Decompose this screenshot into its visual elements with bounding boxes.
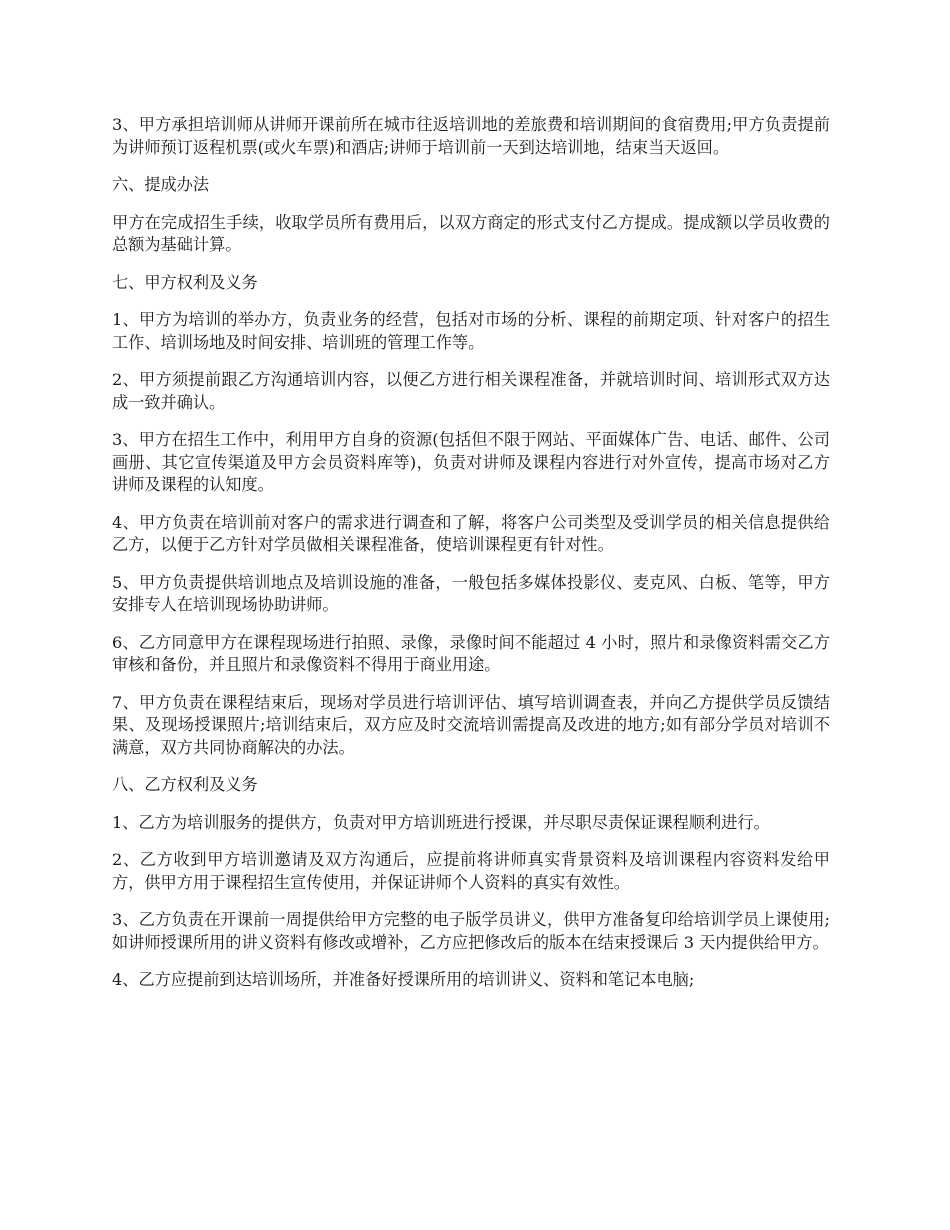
paragraph-party-b-4: 4、乙方应提前到达培训场所，并准备好授课所用的培训讲义、资料和笔记本电脑; — [112, 970, 695, 989]
paragraph-party-b-3: 3、乙方负责在开课前一周提供给甲方完整的电子版学员讲义，供甲方准备复印给培训学员上课使用;如讲师授课所用的讲义资料有修改或增补，乙方应把修改后的版本在结束授课后 3 天内提供给甲方。 — [112, 910, 830, 952]
paragraph-party-a-3: 3、甲方在招生工作中，利用甲方自身的资源(包括但不限于网站、平面媒体广告、电话、邮件、公司画册、其它宣传渠道及甲方会员资料库等)，负责对讲师及课程内容进行对外宣传，提高市场对乙方讲师及课程的认知度。 — [112, 430, 830, 494]
paragraph-party-b-2: 2、乙方收到甲方培训邀请及双方沟通后，应提前将讲师真实背景资料及培训课程内容资料发给甲方，供甲方用于课程招生宣传使用，并保证讲师个人资料的真实有效性。 — [112, 850, 830, 892]
paragraph-commission: 甲方在完成招生手续，收取学员所有费用后，以双方商定的形式支付乙方提成。提成额以学员收费的总额为基础计算。 — [112, 212, 830, 254]
paragraph-party-a-1: 1、甲方为培训的举办方，负责业务的经营，包括对市场的分析、课程的前期定项、针对客户的招生工作、培训场地及时间安排、培训班的管理工作等。 — [112, 310, 830, 352]
section-heading-party-a-rights: 七、甲方权利及义务 — [112, 272, 258, 292]
paragraph-party-a-7: 7、甲方负责在课程结束后，现场对学员进行培训评估、填写培训调查表，并向乙方提供学员反馈结果、及现场授课照片;培训结束后，双方应及时交流培训需提高及改进的地方;如有部分学员对培训不满意，双方共同协商解决的办法。 — [112, 692, 830, 757]
paragraph-party-b-1: 1、乙方为培训服务的提供方，负责对甲方培训班进行授课，并尽职尽责保证课程顺利进行。 — [112, 812, 770, 832]
paragraph-party-a-2: 2、甲方须提前跟乙方沟通培训内容，以便乙方进行相关课程准备，并就培训时间、培训形式双方达成一致并确认。 — [112, 370, 830, 412]
paragraph-party-a-4: 4、甲方负责在培训前对客户的需求进行调查和了解，将客户公司类型及受训学员的相关信息提供给乙方，以便于乙方针对学员做相关课程准备，使培训课程更有针对性。 — [112, 512, 830, 554]
paragraph-travel-expenses: 3、甲方承担培训师从讲师开课前所在城市往返培训地的差旅费和培训期间的食宿费用;甲方负责提前为讲师预订返程机票(或火车票)和酒店;讲师于培训前一天到达培训地，结束当天返回。 — [112, 115, 830, 157]
paragraph-party-a-5: 5、甲方负责提供培训地点及培训设施的准备，一般包括多媒体投影仪、麦克风、白板、笔等，甲方安排专人在培训现场协助讲师。 — [112, 572, 830, 614]
section-heading-commission: 六、提成办法 — [112, 175, 210, 194]
section-heading-party-b-rights: 八、乙方权利及义务 — [112, 775, 258, 794]
paragraph-party-a-6: 6、乙方同意甲方在课程现场进行拍照、录像，录像时间不能超过 4 小时，照片和录像资料需交乙方审核和备份，并且照片和录像资料不得用于商业用途。 — [112, 632, 830, 674]
